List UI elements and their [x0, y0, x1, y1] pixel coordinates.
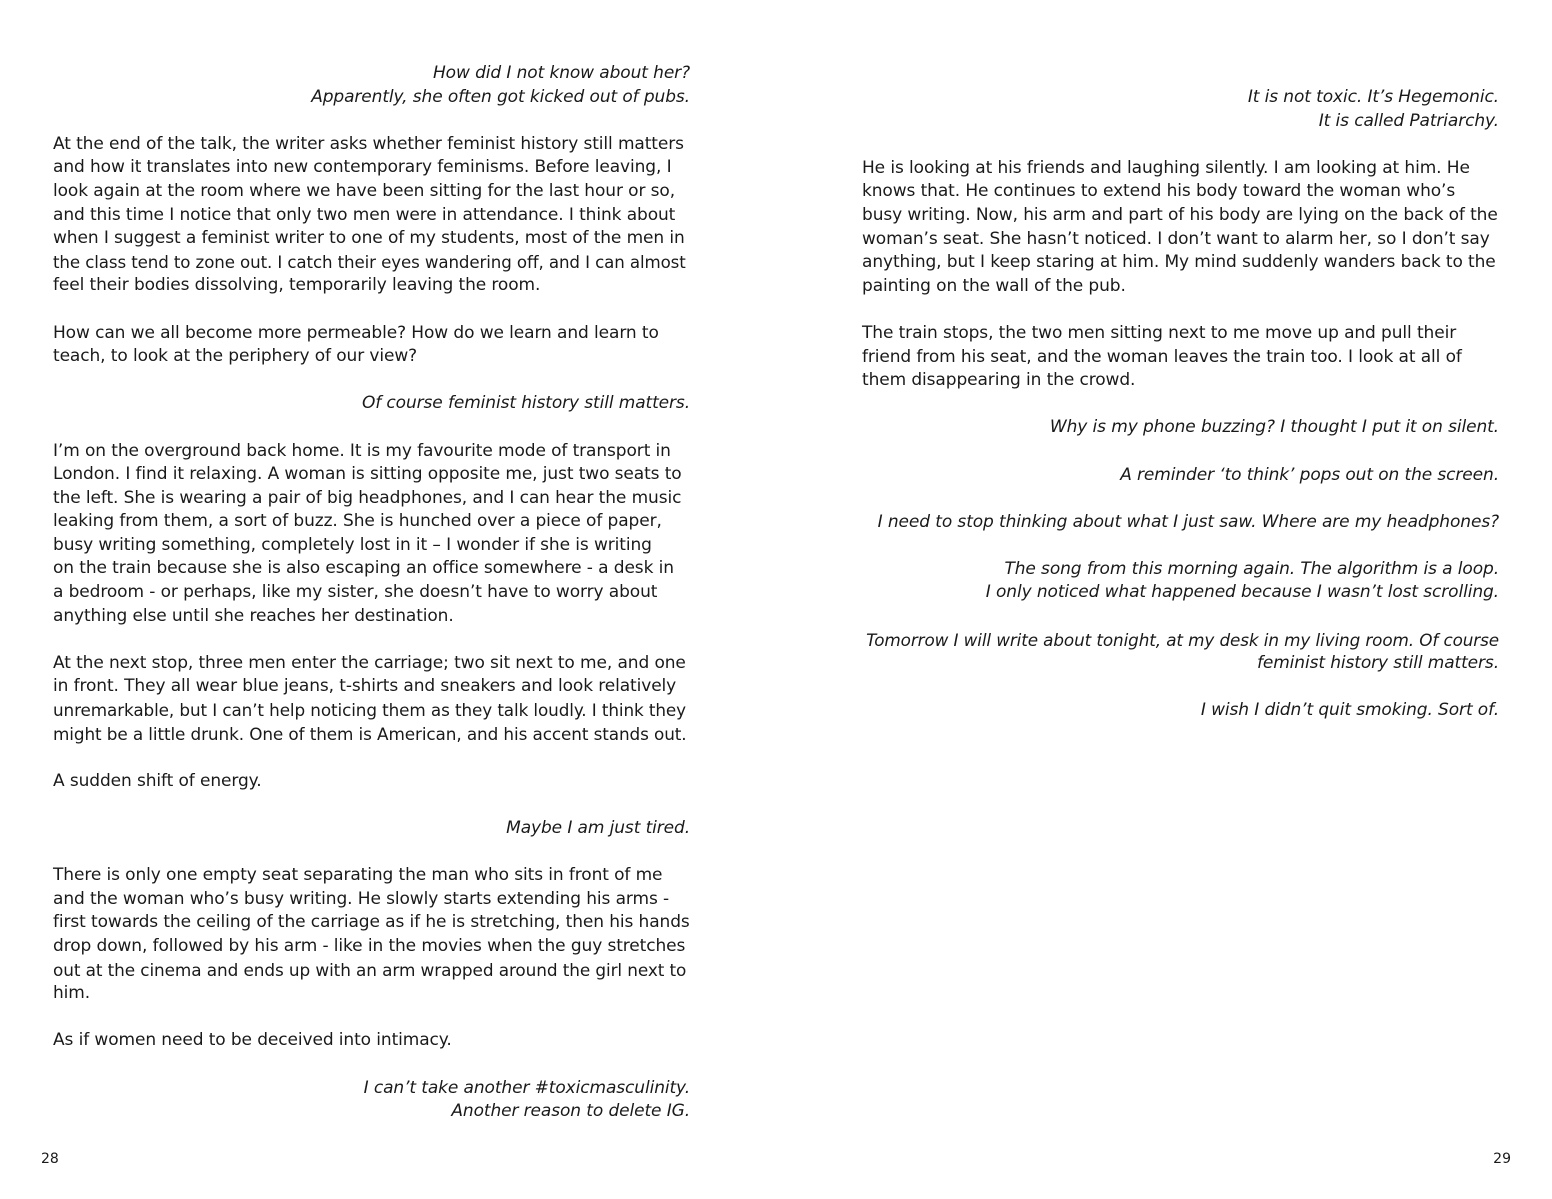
text-line: and this time I notice that only two men were in attendance. I think about — [53, 204, 676, 225]
text-line: A sudden shift of energy. — [53, 770, 262, 791]
text-line: friend from his seat, and the woman leaves the train too. I look at all of — [862, 346, 1462, 367]
paragraph — [862, 157, 1499, 299]
text-line: I’m on the overground back home. It is my favourite mode of transport in — [53, 440, 671, 461]
paragraph — [862, 322, 1499, 393]
text-line: busy writing something, completely lost in it – I wonder if she is writing — [53, 534, 652, 555]
page-number-left: 28 — [41, 1151, 59, 1167]
text-line: I wish I didn’t quit smoking. Sort of. — [1200, 700, 1499, 721]
text-line: and how it translates into new contemporary feminisms. Before leaving, I — [53, 157, 672, 178]
text-line: Another reason to delete IG. — [451, 1101, 690, 1122]
italic-aside — [862, 86, 1499, 133]
text-line: teach, to look at the periphery of our view? — [53, 346, 418, 367]
text-line: the class tend to zone out. I catch their eyes wandering off, and I can almost — [53, 252, 686, 272]
italic-aside — [862, 558, 1499, 605]
text-line: anything else until she reaches her destination. — [53, 605, 454, 626]
text-line: London. I find it relaxing. A woman is sitting opposite me, just two seats to — [53, 464, 682, 485]
paragraph — [53, 1029, 690, 1053]
italic-aside — [862, 464, 1499, 488]
text-line: knows that. He continues to extend his body toward the woman who’s — [862, 181, 1456, 202]
text-line: The song from this morning again. The algorithm is a loop. — [1004, 558, 1499, 579]
text-line: him. — [53, 983, 91, 1004]
text-line: when I suggest a feminist writer to one of my students, most of the men in — [53, 228, 685, 249]
text-line: the left. She is wearing a pair of big headphones, and I can hear the music — [53, 487, 682, 508]
italic-aside — [53, 392, 690, 416]
text-line: As if women need to be deceived into intimacy. — [53, 1030, 452, 1051]
italic-aside — [862, 416, 1499, 440]
left-page-text — [53, 62, 690, 1147]
text-line: It is called Patriarchy. — [1318, 110, 1499, 131]
page-number-right: 29 — [1493, 1151, 1511, 1167]
text-line: a bedroom - or perhaps, like my sister, she doesn’t have to worry about — [53, 582, 658, 603]
italic-aside — [862, 699, 1499, 723]
right-page — [776, 0, 1552, 1199]
italic-aside — [53, 62, 690, 109]
paragraph — [53, 652, 690, 746]
text-line: drop down, followed by his arm - like in the movies when the guy stretches — [53, 935, 686, 956]
italic-aside — [53, 1077, 690, 1124]
text-line: The train stops, the two men sitting next to me move up and pull their — [862, 322, 1457, 343]
paragraph — [53, 133, 690, 298]
text-line: painting on the wall of the pub. — [862, 275, 1126, 296]
text-line: feel their bodies dissolving, temporarily leaving the room. — [53, 275, 541, 296]
text-line: leaking from them, a sort of buzz. She is hunched over a piece of paper, — [53, 511, 662, 532]
text-line: woman’s seat. She hasn’t noticed. I don’t want to alarm her, so I don’t say — [862, 228, 1490, 249]
text-line: At the next stop, three men enter the carriage; two sit next to me, and one — [53, 652, 686, 673]
italic-aside — [862, 629, 1499, 676]
text-line: and the woman who’s busy writing. He slowly starts extending his arms - — [53, 888, 670, 909]
text-line: He is looking at his friends and laughing silently. I am looking at him. He — [862, 157, 1470, 178]
paragraph — [53, 864, 690, 1006]
text-line: There is only one empty seat separating the man who sits in front of me — [53, 865, 663, 886]
text-line: I need to stop thinking about what I just saw. Where are my headphones? — [877, 511, 1499, 532]
paragraph — [53, 322, 690, 369]
text-line: unremarkable, but I can’t help noticing them as they talk loudly. I think they — [53, 700, 686, 721]
text-line: busy writing. Now, his arm and part of his body are lying on the back of the — [862, 204, 1498, 225]
right-page-text — [862, 86, 1499, 747]
text-line: Tomorrow I will write about tonight, at my desk in my living room. Of course — [866, 629, 1499, 650]
text-line: feminist history still matters. — [1256, 653, 1499, 674]
text-line: on the train because she is also escaping an office somewhere - a desk in — [53, 558, 674, 579]
italic-aside — [53, 817, 690, 841]
text-line: in front. They all wear blue jeans, t-shirts and sneakers and look relatively — [53, 676, 677, 697]
text-line: anything, but I keep staring at him. My mind suddenly wanders back to the — [862, 252, 1496, 273]
text-line: How did I not know about her? — [433, 63, 690, 83]
text-line: might be a little drunk. One of them is American, and his accent stands out. — [53, 723, 687, 744]
text-line: I only noticed what happened because I wasn’t lost scrolling. — [985, 582, 1499, 603]
text-line: A reminder ‘to think’ pops out on the screen. — [1120, 464, 1499, 485]
text-line: Maybe I am just tired. — [506, 818, 690, 838]
text-line: first towards the ceiling of the carriage as if he is stretching, then his hands — [53, 912, 690, 933]
text-line: look again at the room where we have been sitting for the last hour or so, — [53, 180, 676, 201]
text-line: I can’t take another #toxicmasculinity. — [363, 1077, 690, 1098]
text-line: them disappearing in the crowd. — [862, 370, 1136, 391]
paragraph — [53, 770, 690, 794]
italic-aside — [862, 511, 1499, 535]
text-line: Why is my phone buzzing? I thought I put it on silent. — [1049, 417, 1499, 438]
text-line: At the end of the talk, the writer asks whether feminist history still matters — [53, 133, 684, 154]
text-line: It is not toxic. It’s Hegemonic. — [1247, 87, 1499, 107]
text-line: How can we all become more permeable? How do we learn and learn to — [53, 322, 659, 343]
paragraph — [53, 440, 690, 629]
text-line: Apparently, she often got kicked out of pubs. — [311, 86, 690, 107]
text-line: Of course feminist history still matters. — [361, 393, 690, 414]
text-line: out at the cinema and ends up with an arm wrapped around the girl next to — [53, 959, 687, 980]
